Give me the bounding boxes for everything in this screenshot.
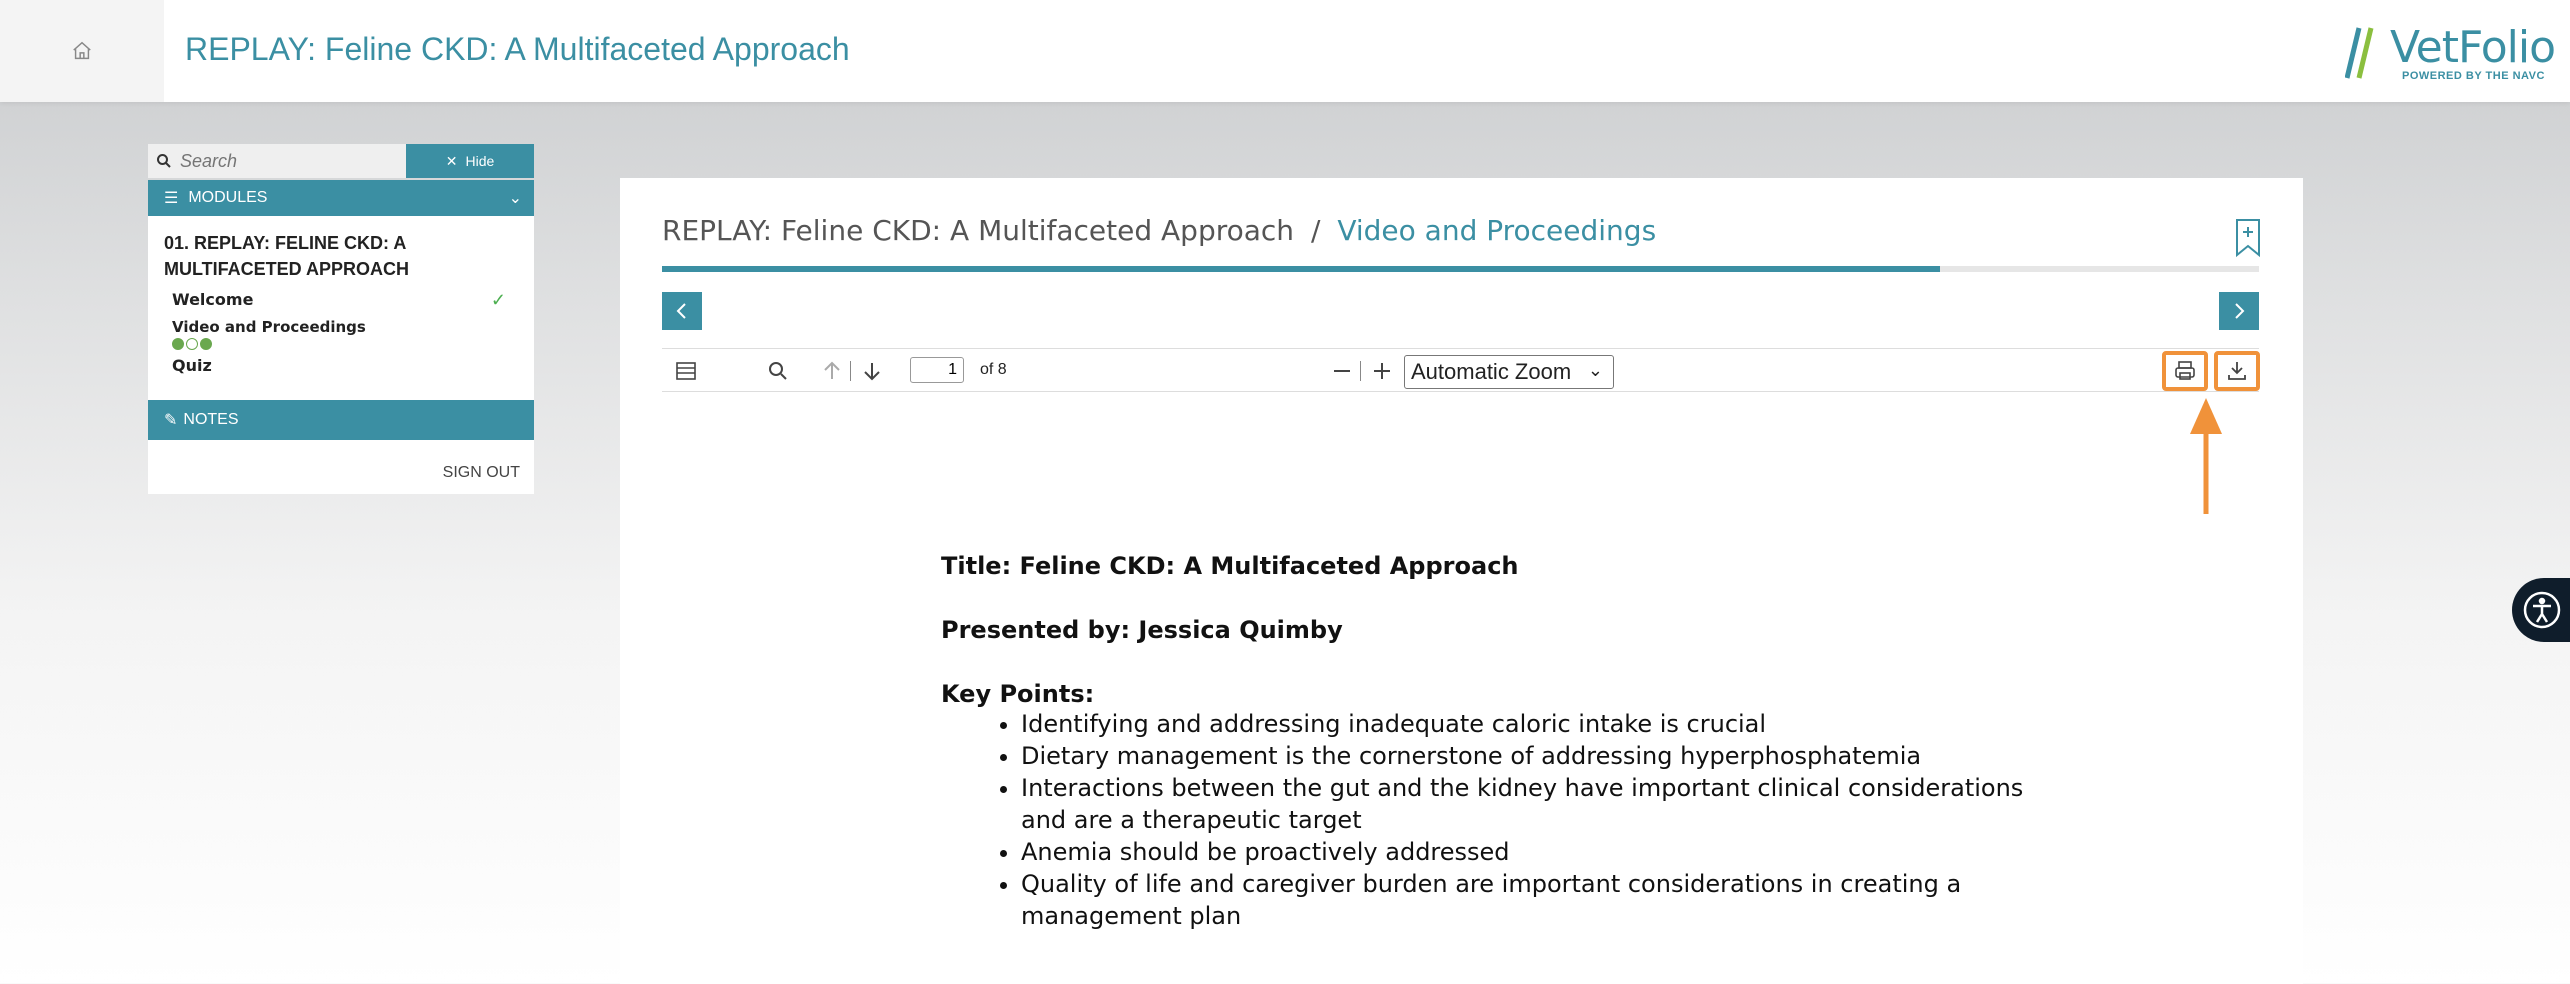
accessibility-icon <box>2522 590 2562 630</box>
search-input[interactable] <box>180 151 390 172</box>
toolbar-divider <box>850 361 851 381</box>
edit-icon: ✎ <box>164 412 178 429</box>
breadcrumb <box>662 214 1656 247</box>
course-progress-fill <box>662 266 1940 272</box>
logo-text: VetFolio <box>2390 22 2556 73</box>
chevron-right-icon <box>2230 302 2248 320</box>
course-sidebar <box>148 144 534 494</box>
accessibility-button[interactable] <box>2512 578 2570 642</box>
page-count-label: of 8 <box>980 361 1007 378</box>
list-icon: ☰ <box>164 190 179 207</box>
search-icon <box>766 359 790 383</box>
top-bar <box>0 0 2570 102</box>
find-button[interactable] <box>764 357 792 385</box>
search-row <box>148 144 534 178</box>
previous-page-button[interactable] <box>818 357 846 385</box>
hide-sidebar-button[interactable] <box>406 144 534 178</box>
progress-dot-complete <box>200 338 212 350</box>
lesson-progress-dots <box>172 338 212 350</box>
progress-dot-empty <box>186 338 198 350</box>
previous-button[interactable] <box>662 292 702 330</box>
signout-panel <box>148 440 534 494</box>
print-button[interactable] <box>2162 351 2208 391</box>
zoom-out-button[interactable] <box>1328 357 1356 385</box>
document-title: Title: Feline CKD: A Multifaceted Approach <box>941 552 1519 580</box>
hide-label: Hide <box>465 153 495 169</box>
download-button[interactable] <box>2214 351 2260 391</box>
modules-label: MODULES <box>188 189 268 206</box>
pdf-document <box>941 552 2041 932</box>
search-box[interactable] <box>148 144 406 178</box>
notes-button[interactable] <box>148 400 534 440</box>
lesson-welcome[interactable]: Welcome <box>172 290 254 309</box>
lesson-video-and-proceedings[interactable]: Video and Proceedings <box>172 318 366 336</box>
list-item: • Interactions between the gut and the kidney have important clinical considerations and are a therapeutic target <box>1021 772 2041 836</box>
page-number-input[interactable] <box>910 357 964 383</box>
print-icon <box>2173 359 2197 383</box>
bookmark-icon[interactable] <box>2234 218 2262 258</box>
modules-header[interactable] <box>148 180 534 216</box>
chevron-down-icon: ⌄ <box>1587 360 1603 380</box>
home-icon <box>71 40 93 62</box>
next-page-button[interactable] <box>858 357 886 385</box>
zoom-in-button[interactable] <box>1368 357 1396 385</box>
close-icon: ✕ <box>445 152 458 169</box>
progress-dot-complete <box>172 338 184 350</box>
breadcrumb-parent[interactable]: REPLAY: Feline CKD: A Multifaceted Approach <box>662 214 1295 247</box>
module-panel <box>148 216 534 400</box>
lesson-quiz[interactable]: Quiz <box>172 356 212 375</box>
toolbar-divider <box>1360 361 1361 381</box>
pdf-toolbar <box>662 348 2259 392</box>
search-icon <box>156 153 172 169</box>
download-icon <box>2225 359 2249 383</box>
list-item: • Identifying and addressing inadequate caloric intake is crucial <box>1021 708 2041 740</box>
chevron-left-icon <box>673 302 691 320</box>
breadcrumb-current: Video and Proceedings <box>1337 214 1657 247</box>
notes-label: NOTES <box>183 411 239 428</box>
list-item: • Quality of life and caregiver burden are important considerations in creating a management plan <box>1021 868 2041 932</box>
minus-icon <box>1330 359 1354 383</box>
document-presenter: Presented by: Jessica Quimby <box>941 616 1343 644</box>
key-points-heading: Key Points: <box>941 680 1095 708</box>
arrow-down-icon <box>860 359 884 383</box>
arrow-up-icon <box>820 359 844 383</box>
key-points-list <box>1021 708 2041 932</box>
sidebar-toggle-button[interactable] <box>672 357 700 385</box>
course-progress-bar <box>662 266 2259 272</box>
module-title[interactable]: 01. REPLAY: FELINE CKD: A MULTIFACETED APPROACH <box>164 233 409 279</box>
chevron-down-icon: ⌄ <box>508 190 522 207</box>
logo-subtitle: POWERED BY THE NAVC <box>2402 70 2545 82</box>
home-button[interactable] <box>0 0 164 102</box>
list-item: • Dietary management is the cornerstone of addressing hyperphosphatemia <box>1021 740 2041 772</box>
check-icon: ✓ <box>490 290 506 310</box>
zoom-value: Automatic Zoom <box>1411 359 1572 384</box>
annotation-arrow-icon <box>2188 396 2224 514</box>
breadcrumb-separator: / <box>1310 214 1321 247</box>
sign-out-link[interactable]: SIGN OUT <box>442 464 520 481</box>
sidebar-toggle-icon <box>674 359 698 383</box>
list-item: • Anemia should be proactively addressed <box>1021 836 2041 868</box>
next-button[interactable] <box>2219 292 2259 330</box>
course-title: REPLAY: Feline CKD: A Multifaceted Approach <box>185 31 850 67</box>
plus-icon <box>1370 359 1394 383</box>
zoom-select[interactable] <box>1404 355 1614 389</box>
